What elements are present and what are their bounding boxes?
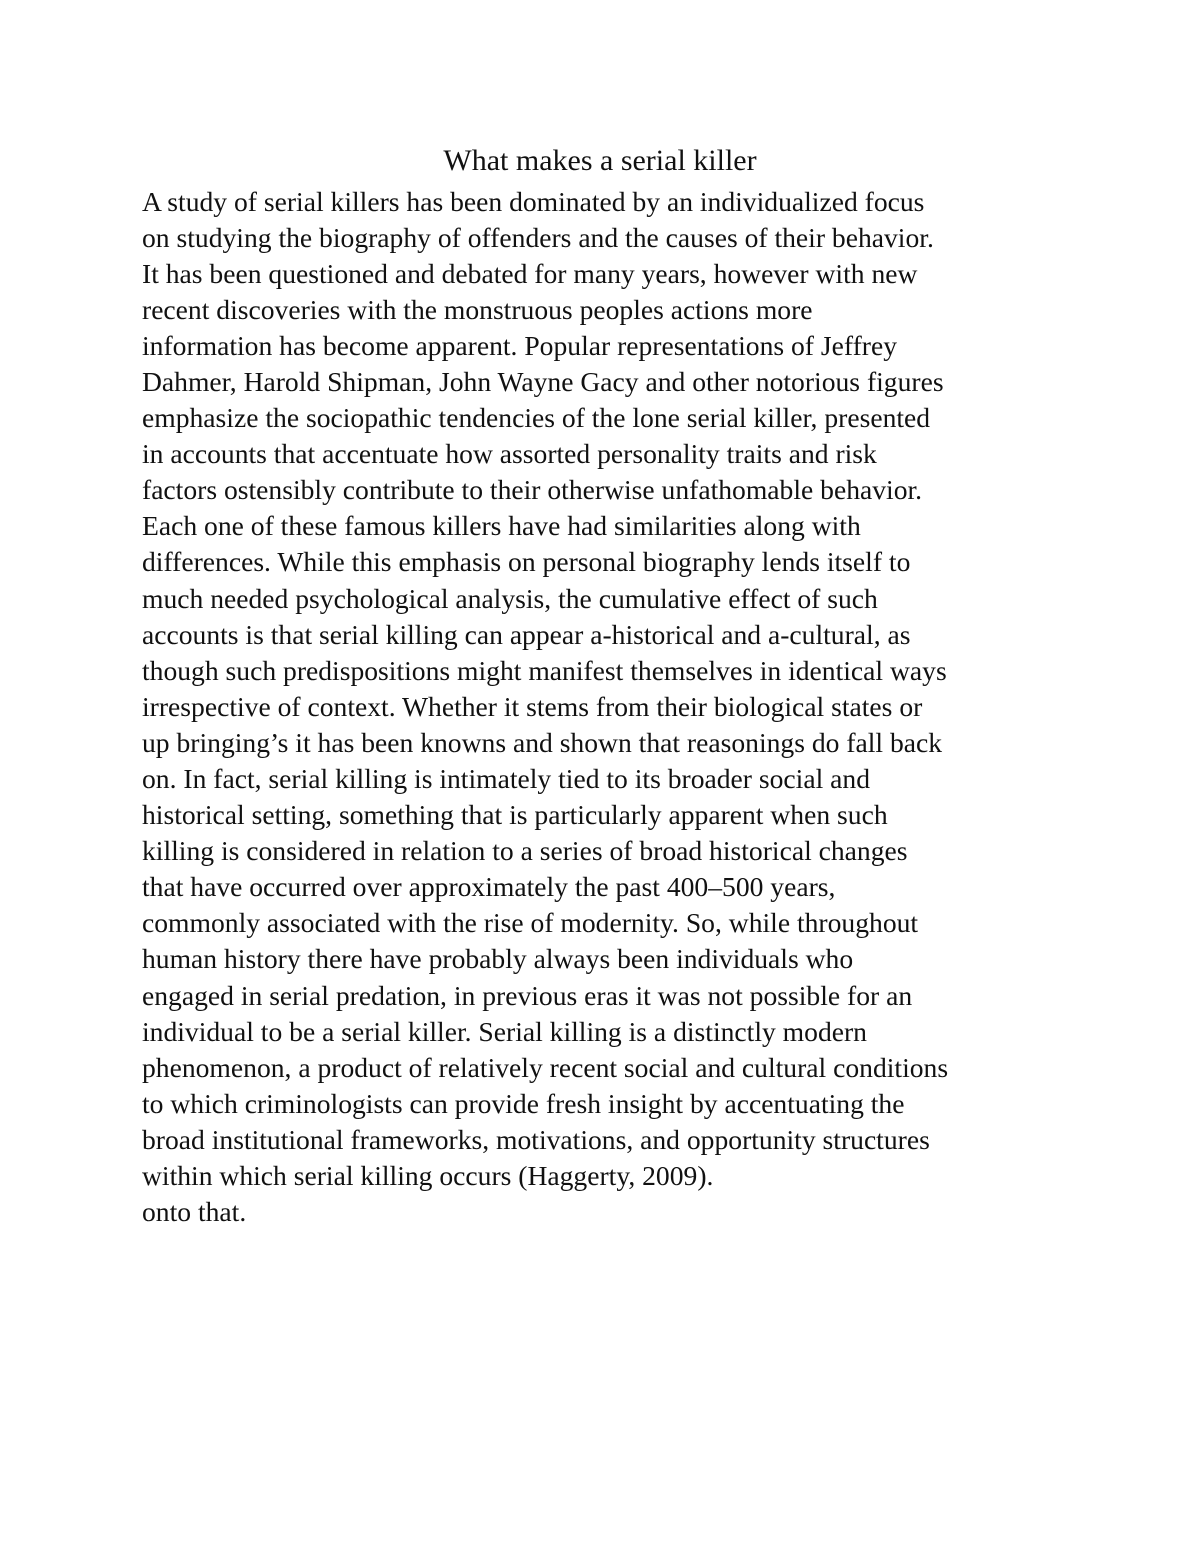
body-line: onto that. bbox=[142, 1196, 247, 1228]
body-line: individual to be a serial killer. Serial killing is a distinctly modern bbox=[142, 1015, 867, 1047]
document-body bbox=[142, 184, 1142, 1231]
body-line: on studying the biography of offenders and the causes of their behavior. bbox=[142, 221, 934, 253]
body-line: to which criminologists can provide fresh insight by accentuating the bbox=[142, 1087, 905, 1119]
body-line: emphasize the sociopathic tendencies of the lone serial killer, presented bbox=[142, 402, 931, 434]
body-line: historical setting, something that is particularly apparent when such bbox=[142, 799, 888, 831]
body-line: killing is considered in relation to a series of broad historical changes bbox=[142, 835, 908, 867]
body-line: up bringing’s it has been knowns and shown that reasonings do fall back bbox=[142, 726, 943, 758]
body-line: differences. While this emphasis on personal biography lends itself to bbox=[142, 546, 911, 578]
body-line: commonly associated with the rise of modernity. So, while throughout bbox=[142, 907, 919, 939]
document-title: What makes a serial killer bbox=[443, 144, 757, 177]
body-line: phenomenon, a product of relatively recent social and cultural conditions bbox=[142, 1051, 949, 1083]
body-line: much needed psychological analysis, the cumulative effect of such bbox=[142, 582, 878, 614]
body-line: human history there have probably always been individuals who bbox=[142, 943, 854, 975]
body-line: information has become apparent. Popular representations of Jeffrey bbox=[142, 329, 897, 361]
body-line: in accounts that accentuate how assorted personality traits and risk bbox=[142, 438, 877, 470]
body-line: within which serial killing occurs (Haggerty, 2009). bbox=[142, 1160, 714, 1192]
body-line: engaged in serial predation, in previous eras it was not possible for an bbox=[142, 979, 913, 1011]
body-line: that have occurred over approximately the past 400–500 years, bbox=[142, 871, 836, 903]
body-line: Dahmer, Harold Shipman, John Wayne Gacy and other notorious figures bbox=[142, 365, 944, 397]
body-line: accounts is that serial killing can appear a-historical and a-cultural, as bbox=[142, 618, 911, 650]
body-line: A study of serial killers has been dominated by an individualized focus bbox=[142, 185, 925, 217]
body-line: factors ostensibly contribute to their otherwise unfathomable behavior. bbox=[142, 474, 923, 506]
body-line: It has been questioned and debated for many years, however with new bbox=[142, 257, 918, 289]
body-line: recent discoveries with the monstruous peoples actions more bbox=[142, 293, 813, 325]
body-line: though such predispositions might manifest themselves in identical ways bbox=[142, 654, 947, 686]
body-line: irrespective of context. Whether it stems from their biological states or bbox=[142, 690, 923, 722]
body-line: on. In fact, serial killing is intimately tied to its broader social and bbox=[142, 763, 870, 794]
body-line: Each one of these famous killers have had similarities along with bbox=[142, 510, 861, 542]
body-line: broad institutional frameworks, motivations, and opportunity structures bbox=[142, 1123, 930, 1155]
